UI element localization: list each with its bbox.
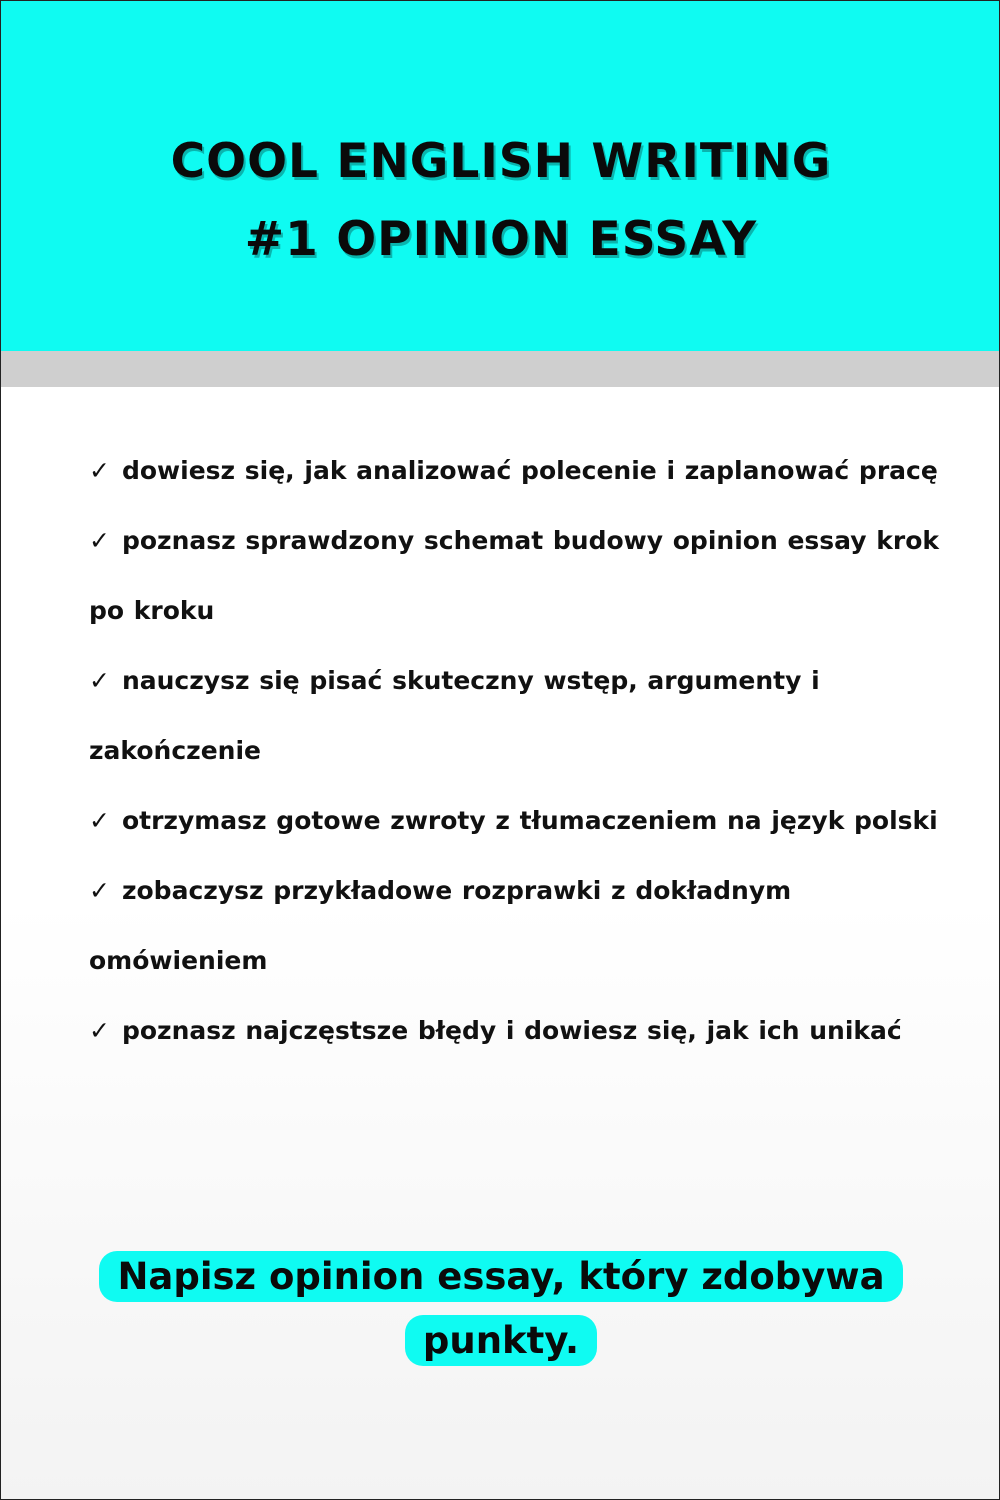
title-line-2: #1 OPINION ESSAY bbox=[244, 212, 758, 267]
check-icon: ✓ bbox=[89, 876, 110, 905]
benefit-text: poznasz sprawdzony schemat budowy opinion essay krok po kroku bbox=[89, 526, 940, 625]
benefit-text: zobaczysz przykładowe rozprawki z dokładnym omówieniem bbox=[89, 876, 792, 975]
benefit-item-4 bbox=[89, 786, 949, 856]
check-icon: ✓ bbox=[89, 806, 110, 835]
check-icon: ✓ bbox=[89, 526, 110, 555]
benefit-item-6 bbox=[89, 996, 949, 1066]
benefits-list bbox=[89, 436, 949, 1066]
cta-box bbox=[51, 1245, 951, 1373]
benefit-item-5 bbox=[89, 856, 949, 996]
check-icon: ✓ bbox=[89, 456, 110, 485]
check-icon: ✓ bbox=[89, 666, 110, 695]
benefit-text: nauczysz się pisać skuteczny wstęp, argumenty i zakończenie bbox=[89, 666, 820, 765]
benefit-text: poznasz najczęstsze błędy i dowiesz się, jak ich unikać bbox=[121, 1016, 902, 1045]
check-icon: ✓ bbox=[89, 1016, 110, 1045]
benefit-text: dowiesz się, jak analizować polecenie i zaplanować pracę bbox=[121, 456, 938, 485]
benefit-item-3 bbox=[89, 646, 949, 786]
benefit-text: otrzymasz gotowe zwroty z tłumaczeniem na język polski bbox=[121, 806, 938, 835]
benefit-item-1 bbox=[89, 436, 949, 506]
benefit-item-2 bbox=[89, 506, 949, 646]
cta-text: Napisz opinion essay, który zdobywa punkty. bbox=[99, 1251, 902, 1366]
header-shadow bbox=[1, 351, 1000, 387]
page-title bbox=[1, 123, 1000, 279]
title-line-1: COOL ENGLISH WRITING bbox=[170, 134, 832, 189]
